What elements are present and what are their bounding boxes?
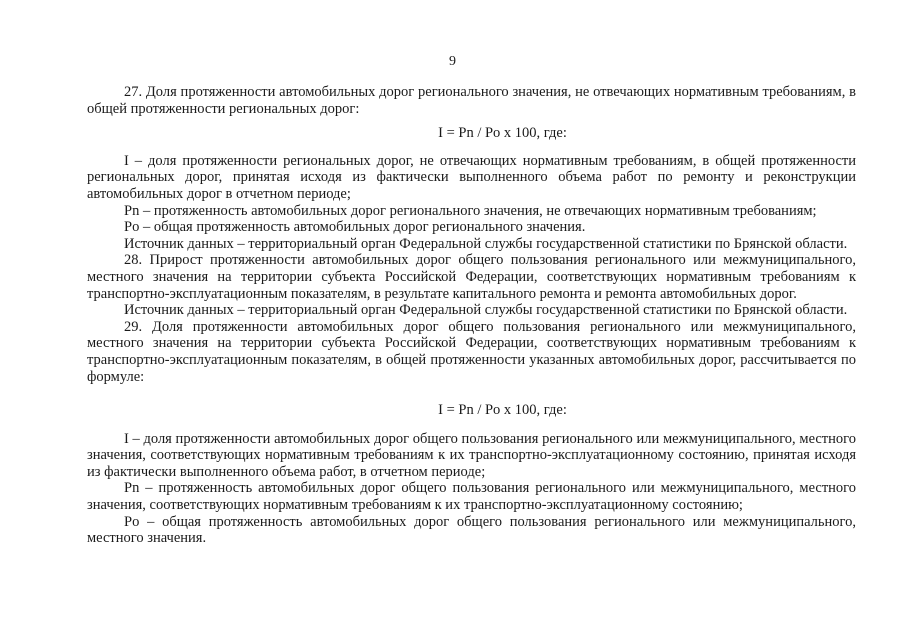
section-29-heading: 29. Доля протяженности автомобильных дорог общего пользования регионального или межмуниципального, местного значения на территории субъекта Российской Федерации, соответствующих нормативным требованиям к транспортно-эксплуатационным показателям, в общей протяженности указанных автомобильных дорог, рассчитывается по формуле: — [87, 318, 856, 385]
section-27-definition-pn: Pn – протяженность автомобильных дорог регионального значения, не отвечающих нормативным требованиям; — [124, 202, 817, 219]
section-27-data-source: Источник данных – территориальный орган Федеральной службы государственной статистики по Брянской области. — [124, 235, 848, 252]
section-28-heading: 28. Прирост протяженности автомобильных дорог общего пользования регионального или межмуниципального, местного значения на территории субъекта Российской Федерации, соответствующих нормативным требованиям к транспортно-эксплуатационным показателям, в результате капитального ремонта и ремонта автомобильных дорог. — [87, 252, 856, 302]
section-28-data-source: Источник данных – территориальный орган Федеральной службы государственной статистики по Брянской области. — [124, 302, 848, 319]
section-29-definition-i: I – доля протяженности автомобильных дорог общего пользования регионального или межмуниципального, местного значения, соответствующих нормативным требованиям к их транспортно-эксплуатационному состоянию, принятая исходя из фактически выполненного объема работ, в отчетном периоде; — [87, 430, 856, 480]
section-29-formula: I = Pn / Po x 100, где: — [438, 402, 567, 419]
document-body — [87, 84, 856, 547]
section-27-formula: I = Pn / Po x 100, где: — [438, 125, 567, 142]
page-number: 9 — [449, 54, 456, 69]
section-29-definition-pn: Pn – протяженность автомобильных дорог общего пользования регионального или межмуниципального, местного значения, соответствующих нормативным требованиям к их транспортно-эксплуатационному состоянию; — [87, 480, 856, 514]
section-27-definition-i: I – доля протяженности региональных дорог, не отвечающих нормативным требованиям, в общей протяженности региональных дорог, принятая исходя из фактически выполненного объема работ по ремонту и реконструкции автомобильных дорог в отчетном периоде; — [87, 152, 856, 202]
section-27-heading: 27. Доля протяженности автомобильных дорог регионального значения, не отвечающих нормативным требованиям, в общей протяженности региональных дорог: — [87, 84, 856, 117]
section-29-definition-po: Po – общая протяженность автомобильных дорог общего пользования регионального или межмуниципального, местного значения. — [87, 513, 856, 547]
section-27-definition-po: Po – общая протяженность автомобильных дорог регионального значения. — [124, 219, 586, 236]
